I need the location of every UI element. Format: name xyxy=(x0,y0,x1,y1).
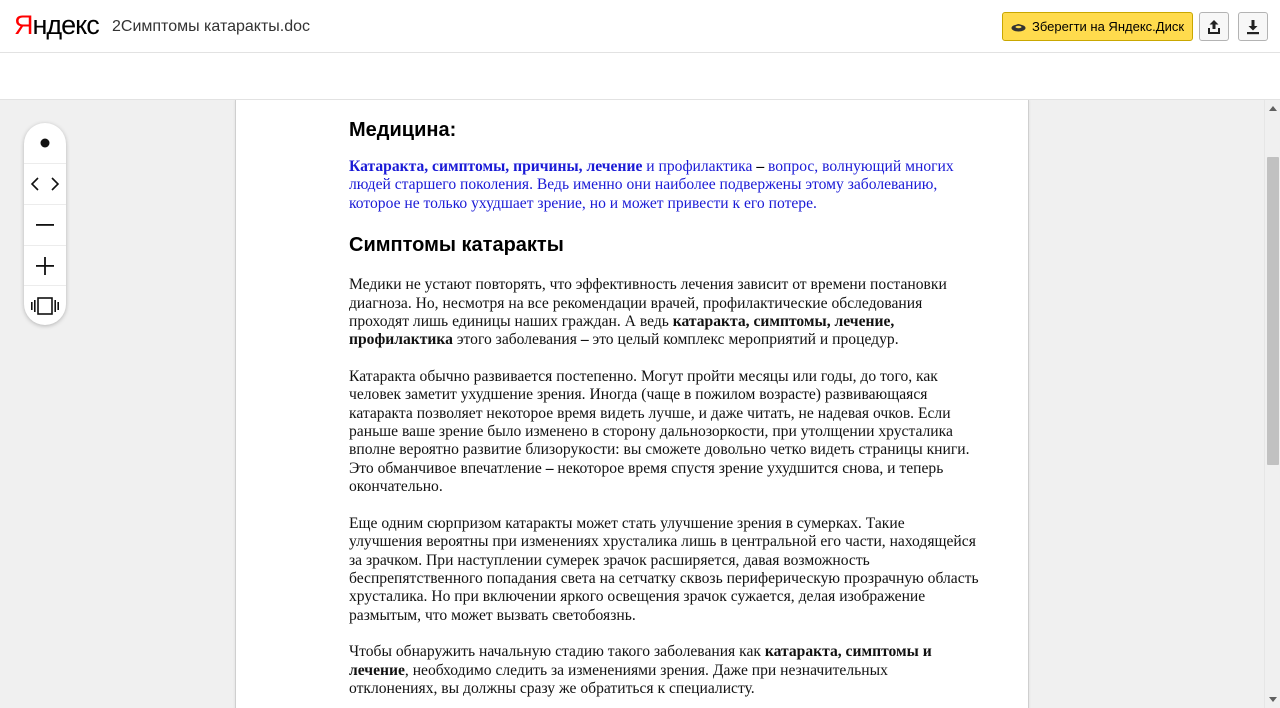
paragraph-3: Еще одним сюрпризом катаракты может стать улучшение зрения в сумерках. Такие улучшения вероятны при изменениях хрусталика лишь в центральной его части, находящейся за зрачком. При наступлении сумерек зрачок расширяется, давая возможность беспрепятственного попадания света на сетчатку сквозь периферическую прозрачную область хрусталика. Но при включении яркого освещения зрачок сужается, делая изображение размытым, что может вызвать светобоязнь. xyxy=(349,514,979,624)
p1-dash: – xyxy=(580,331,589,349)
document-title: 2Симптомы катаракты.doc xyxy=(112,18,311,35)
p4-bold: катаракта, симптомы и лечение xyxy=(349,643,932,679)
p1-text-b: этого заболевания xyxy=(452,331,581,349)
share-icon xyxy=(1206,19,1222,35)
document-page xyxy=(235,100,1029,708)
p1-bold: катаракта, симптомы, лечение, профилактика xyxy=(349,313,895,349)
chevron-right-icon[interactable] xyxy=(49,176,61,192)
fit-page-button[interactable] xyxy=(24,285,66,325)
intro-rest: вопрос, волнующий многих людей старшего поколения. Ведь именно они наиболее подвержены этому заболеванию, которое не только ухудшает зрение, но и может привести к его потере. xyxy=(349,158,954,212)
document-content xyxy=(349,118,979,708)
plus-icon xyxy=(35,256,55,276)
vertical-scrollbar[interactable] xyxy=(1264,100,1280,708)
document-viewer[interactable] xyxy=(0,100,1264,708)
p2-text-a: Катаракта обычно развивается постепенно. Могут пройти месяцы или годы, до того, как человек заметит ухудшение зрения. Иногда (чаще в пожилом возрасте) развивающаяся катаракта позволяет некоторое время видеть лучше, и даже читать, не надевая очков. Если раньше ваше зрение было изменено в сторону дальнозоркости, при утолщении хрусталика вполне вероятно развитие близорукости: вы сможете довольно четко видеть страницы книги. Это обманчивое впечатление xyxy=(349,367,970,477)
p2-dash: – xyxy=(545,459,554,477)
paragraph-1 xyxy=(349,276,979,350)
p1-text-c: это целый комплекс мероприятий и процедур. xyxy=(588,331,899,349)
viewer-tools-panel xyxy=(24,123,66,325)
download-icon xyxy=(1245,19,1261,35)
intro-bold: Катаракта, симптомы, причины, лечение xyxy=(349,158,643,175)
heading-medicine: Медицина: xyxy=(349,119,457,141)
save-to-disk-button[interactable] xyxy=(1002,12,1193,41)
intro-dash: – xyxy=(756,158,765,175)
yandex-logo[interactable] xyxy=(14,10,99,40)
scroll-up-arrow-icon[interactable] xyxy=(1269,106,1277,111)
minus-icon xyxy=(35,215,55,235)
zoom-out-button[interactable] xyxy=(24,204,66,244)
heading-symptoms: Симптомы катаракты xyxy=(349,234,564,257)
disk-icon xyxy=(1011,22,1026,32)
p2-text-b: некоторое время спустя зрение ухудшится снова, и теперь окончательно. xyxy=(349,459,944,496)
scrollbar-thumb[interactable] xyxy=(1267,157,1279,465)
save-to-disk-label: Зберегти на Яндекс.Диск xyxy=(1032,19,1185,34)
logo-letter: Я xyxy=(14,10,33,40)
top-header xyxy=(0,0,1280,53)
scroll-down-arrow-icon[interactable] xyxy=(1269,697,1277,702)
dot-icon xyxy=(39,137,51,149)
download-button[interactable] xyxy=(1238,12,1268,41)
logo-text: ндекс xyxy=(32,10,99,40)
share-button[interactable] xyxy=(1199,12,1229,41)
intro-mid: и профилактика xyxy=(642,158,757,175)
p4-text-b: , необходимо следить за изменениями зрения. Даже при незначительных отклонениях, вы должны сразу же обратиться к специалисту. xyxy=(349,661,888,697)
toolbar-band xyxy=(0,53,1280,100)
page-nav-button[interactable] xyxy=(24,163,66,203)
zoom-in-button[interactable] xyxy=(24,245,66,285)
paragraph-2 xyxy=(349,368,979,497)
page-fit-icon xyxy=(30,296,60,316)
chevron-left-icon[interactable] xyxy=(29,176,41,192)
intro-paragraph xyxy=(349,158,979,213)
p1-text-a: Медики не устают повторять, что эффективность лечения зависит от времени постановки диагноза. Но, несмотря на все рекомендации врачей, профилактические обследования проходят лишь единицы наших граждан. А ведь xyxy=(349,276,947,331)
pointer-tool-button[interactable] xyxy=(24,123,66,163)
p4-text-a: Чтобы обнаружить начальную стадию такого заболевания как xyxy=(349,643,765,661)
paragraph-4 xyxy=(349,643,979,698)
